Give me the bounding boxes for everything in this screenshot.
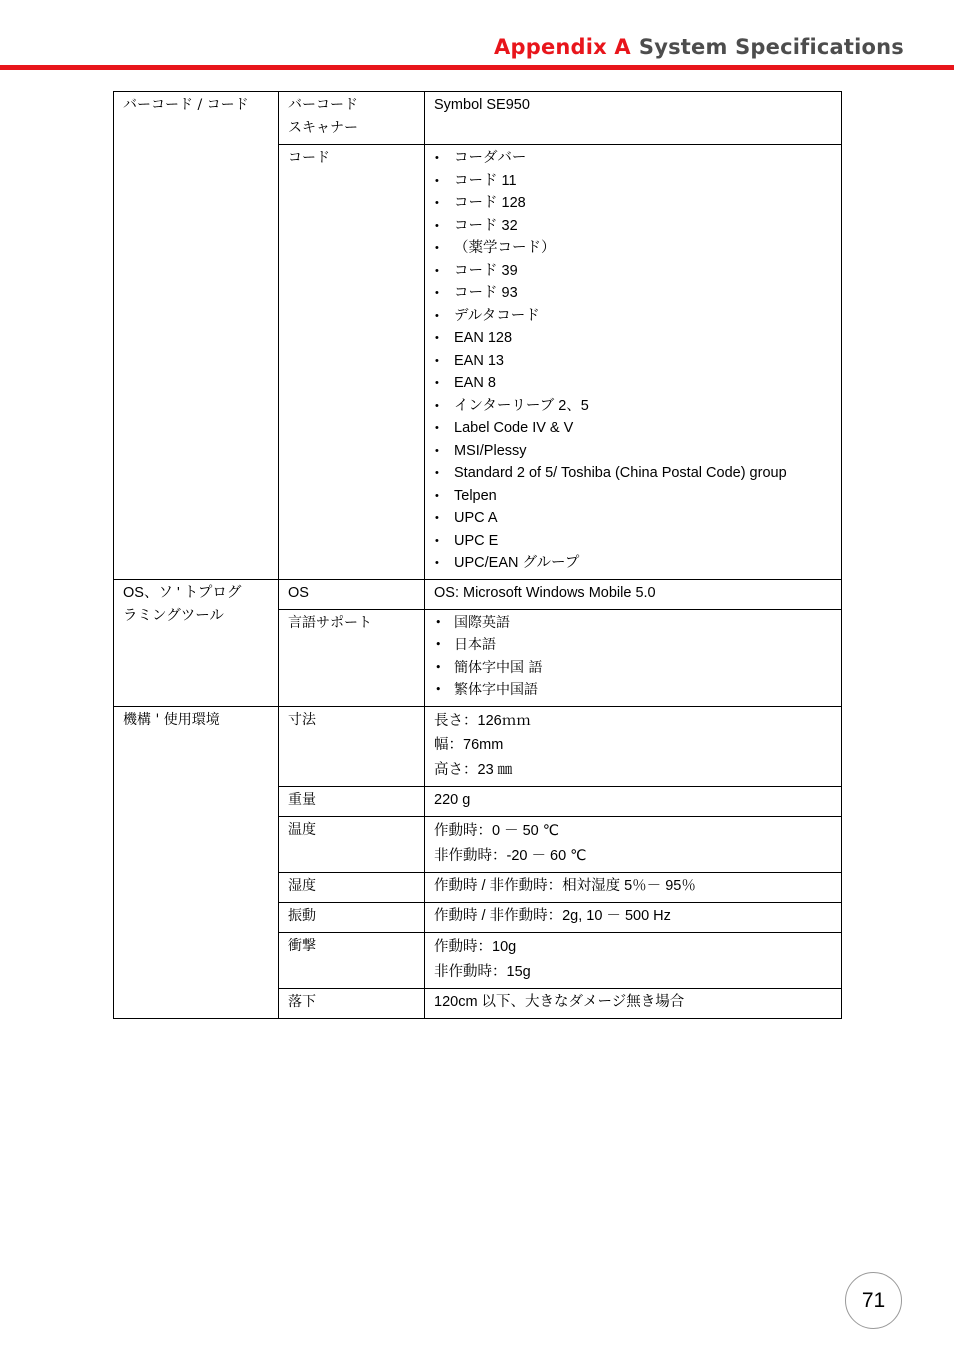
temperature-non-operating: 非作動時：-20 － 60 ℃ — [434, 847, 587, 864]
value-codes — [425, 145, 842, 580]
languages-list — [434, 612, 832, 702]
list-item: • Standard 2 of 5/ Toshiba (China Postal Code) group — [434, 462, 832, 485]
list-item: • MSI/Plessy — [434, 440, 832, 463]
value-weight: 220 g — [425, 787, 842, 817]
list-item: • UPC E — [434, 530, 832, 553]
header-rule — [0, 65, 954, 70]
value-barcode-scanner: Symbol SE950 — [425, 92, 842, 145]
page-number: 71 — [845, 1272, 902, 1329]
list-item: • コード 39 — [434, 260, 832, 283]
list-item: • Telpen — [434, 485, 832, 508]
list-item: • （薬学コード） — [434, 237, 832, 260]
label-weight: 重量 — [279, 787, 425, 817]
list-item: • 簡体字中国 語 — [434, 657, 832, 680]
value-languages — [425, 609, 842, 706]
list-item: • 繁体字中国語 — [434, 679, 832, 702]
list-item: • インターリーブ 2、5 — [434, 395, 832, 418]
value-dimensions — [425, 706, 842, 787]
list-item: • Label Code IV & V — [434, 417, 832, 440]
list-item: • EAN 128 — [434, 327, 832, 350]
dimension-length: 長さ：126ｍｍ — [434, 712, 531, 729]
shock-operating: 作動時：10g — [434, 939, 517, 955]
label-vibration: 振動 — [279, 903, 425, 933]
table-row — [114, 92, 842, 145]
list-item: • コード 32 — [434, 215, 832, 238]
temperature-operating: 作動時：0 － 50 ℃ — [434, 823, 560, 839]
list-item: • EAN 13 — [434, 350, 832, 373]
value-temperature — [425, 817, 842, 873]
category-os: OS、ソ ' トプログ ラミングツール — [114, 579, 279, 706]
table-row — [114, 579, 842, 609]
label-drop: 落下 — [279, 989, 425, 1019]
value-vibration: 作動時 / 非作動時：2g, 10 － 500 Hz — [425, 903, 842, 933]
dimension-width: 幅：76mm — [434, 737, 504, 753]
label-language-support: 言語サポート — [279, 609, 425, 706]
label-shock: 衝撃 — [279, 933, 425, 989]
value-drop: 120cm 以下、大きなダメージ無き場合 — [425, 989, 842, 1019]
list-item: • デルタコード — [434, 305, 832, 328]
value-shock — [425, 933, 842, 989]
shock-non-operating: 非作動時：15g — [434, 963, 531, 980]
section-title: System Specifications — [638, 35, 904, 59]
page-header — [0, 0, 954, 72]
list-item: • コーダバー — [434, 147, 832, 170]
category-environment: 機構 ' 使用環境 — [114, 706, 279, 1019]
value-humidity: 作動時 / 非作動時：相対湿度 5％－ 95％ — [425, 873, 842, 903]
label-codes: コード — [279, 145, 425, 580]
list-item: • 日本語 — [434, 634, 832, 657]
list-item: • EAN 8 — [434, 372, 832, 395]
table-row — [114, 706, 842, 787]
list-item: • コード 128 — [434, 192, 832, 215]
list-item: • UPC A — [434, 507, 832, 530]
value-os: OS: Microsoft Windows Mobile 5.0 — [425, 579, 842, 609]
header-title — [494, 35, 904, 59]
codes-list — [434, 147, 832, 575]
appendix-label: Appendix A — [494, 35, 631, 59]
label-temperature: 温度 — [279, 817, 425, 873]
category-barcode: バーコード / コード — [114, 92, 279, 580]
label-dimensions: 寸法 — [279, 706, 425, 787]
label-os: OS — [279, 579, 425, 609]
list-item: • コード 11 — [434, 170, 832, 193]
list-item: • コード 93 — [434, 282, 832, 305]
dimension-height: 高さ：23 ㎜ — [434, 761, 513, 778]
spec-table — [113, 91, 842, 1019]
label-humidity: 湿度 — [279, 873, 425, 903]
list-item: • UPC/EAN グループ — [434, 552, 832, 575]
label-barcode-scanner: バーコード スキャナー — [279, 92, 425, 145]
list-item: • 国際英語 — [434, 612, 832, 635]
